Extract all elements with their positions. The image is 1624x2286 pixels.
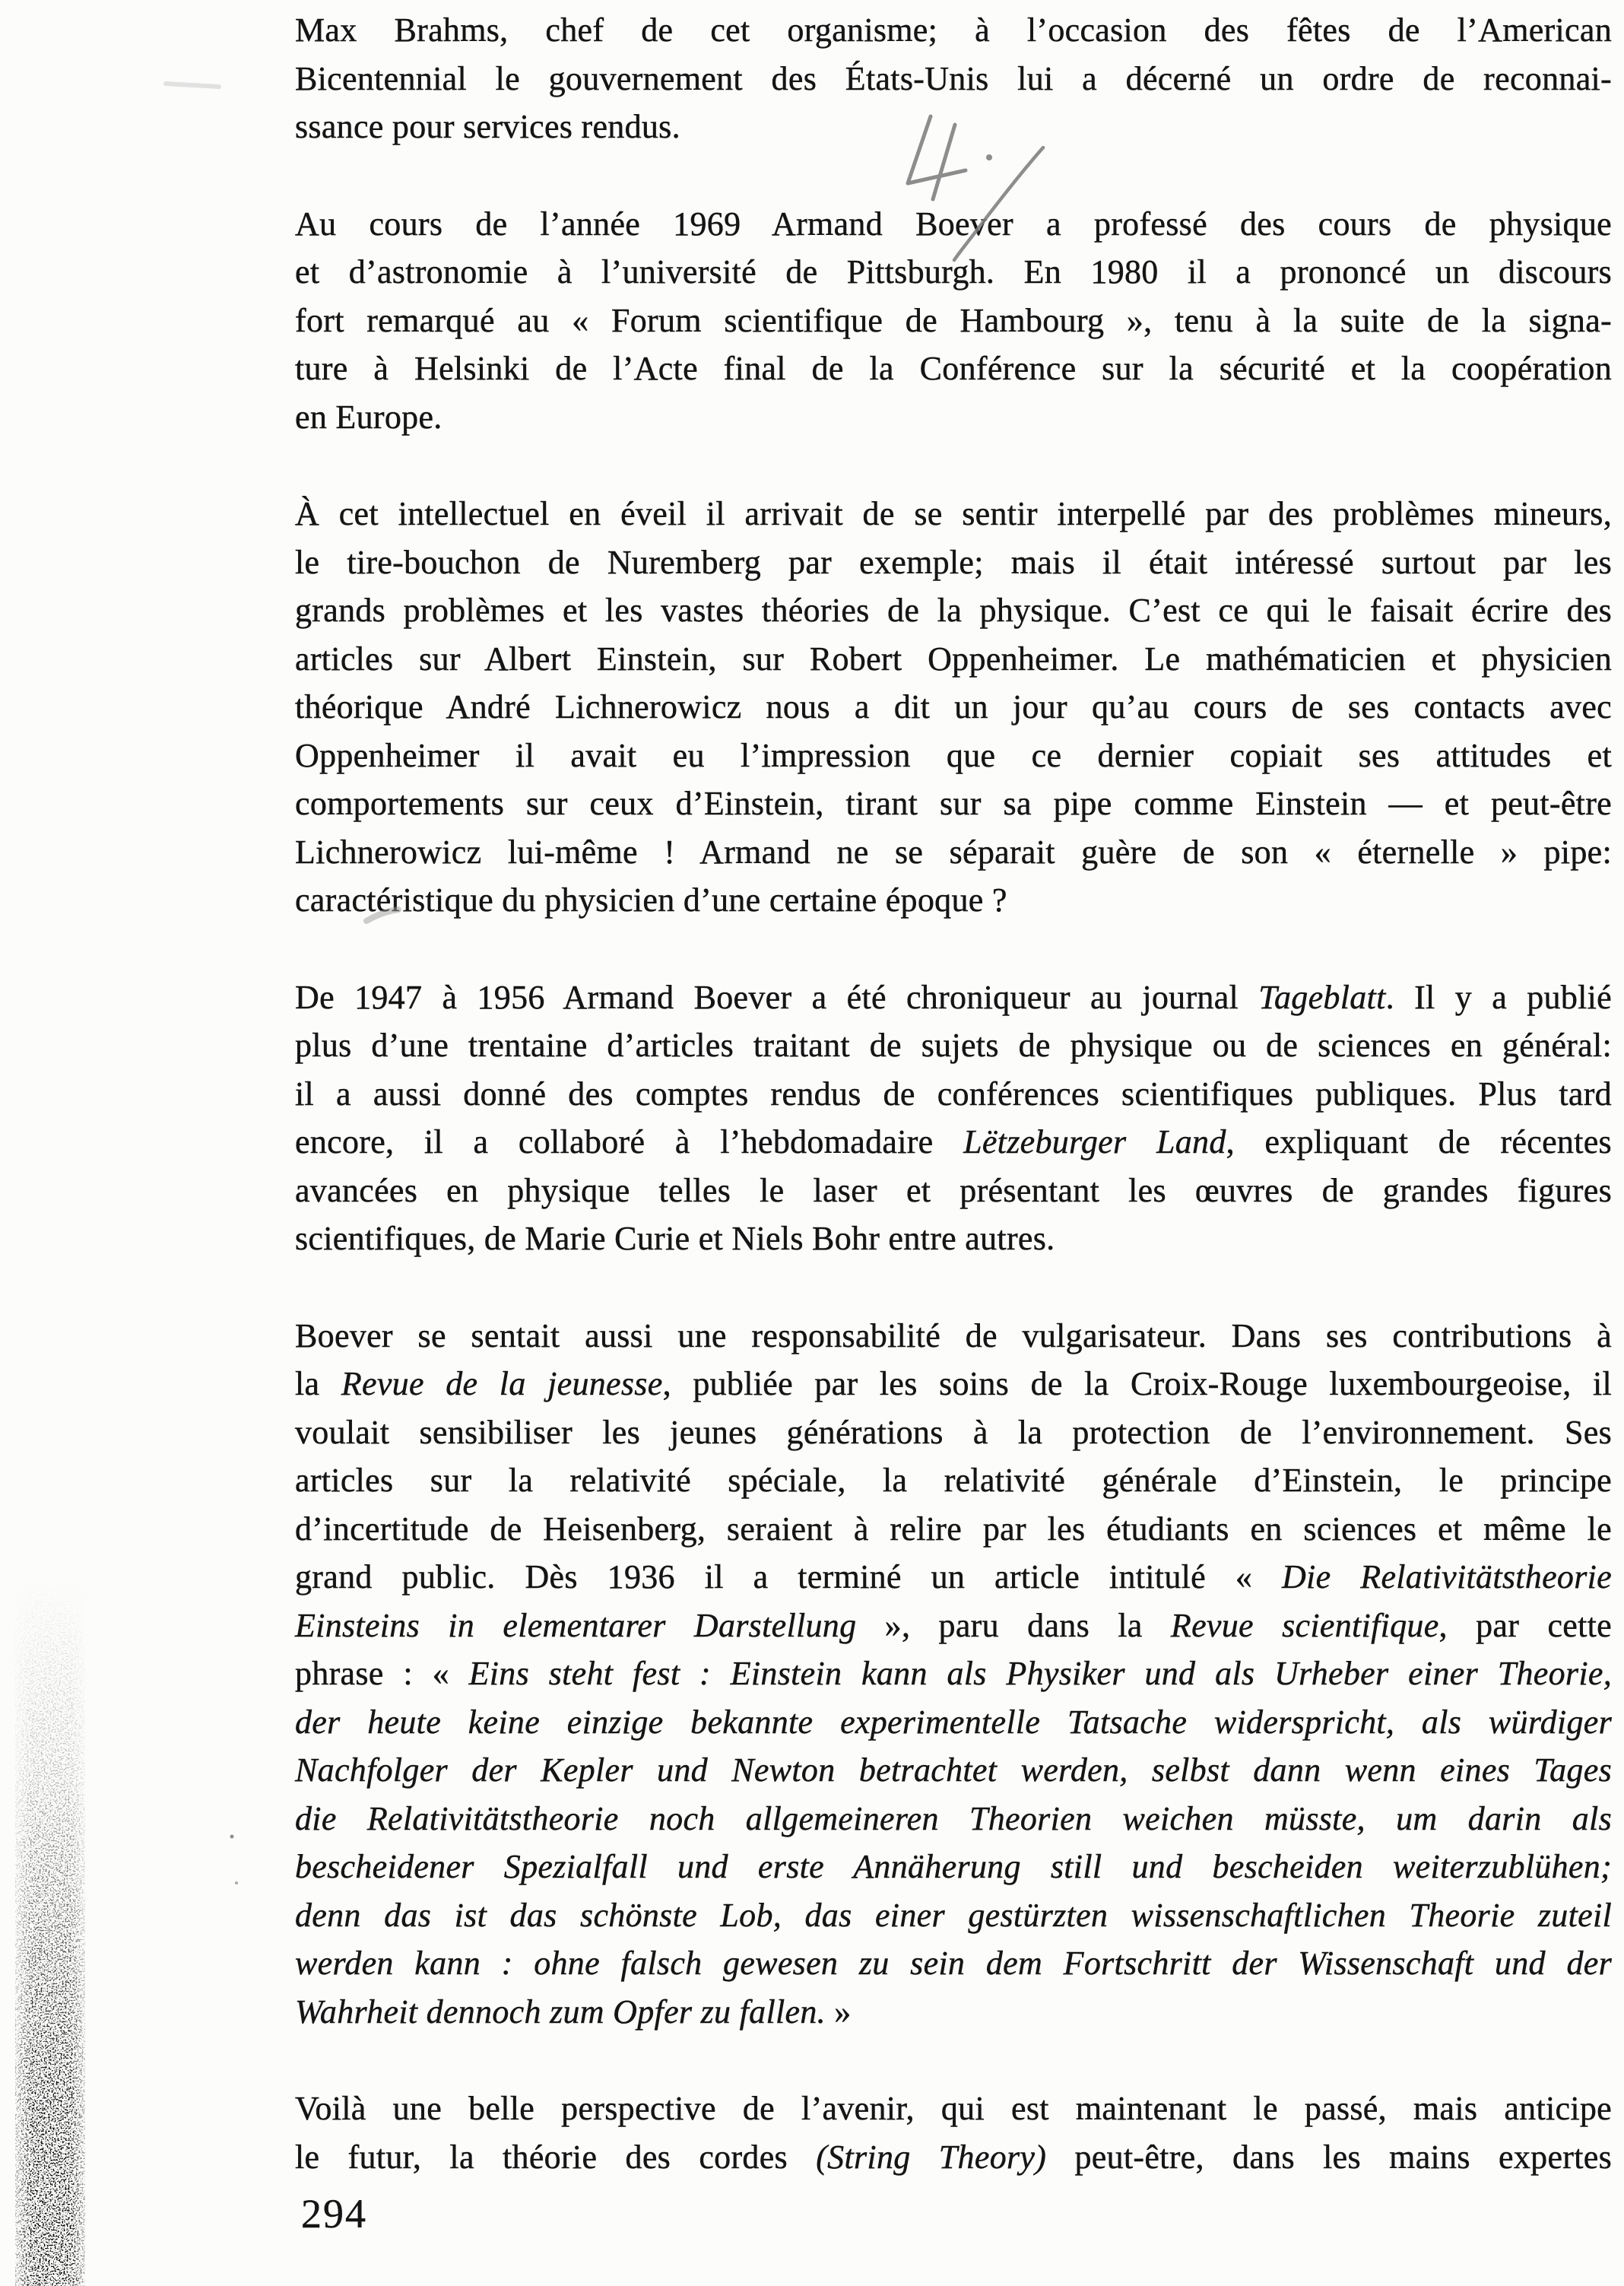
- body-text: », paru dans la: [856, 1606, 1171, 1644]
- body-text: voulait sensibiliser les jeunes générations à la protection de l’environnement. Ses: [295, 1413, 1612, 1451]
- body-text: ture à Helsinki de l’Acte final de la Conférence sur la sécurité et la coopération: [295, 350, 1612, 387]
- text-line: [295, 2084, 1612, 2133]
- italic-text: Einsteins in elementarer Darstellung: [295, 1606, 857, 1644]
- body-text: il a aussi donné des comptes rendus de conférences scientifiques publiques. Plus tard: [295, 1075, 1612, 1113]
- text-line: [295, 490, 1612, 538]
- body-text: Bicentennial le gouvernement des États-Unis lui a décerné un ordre de reconnai-: [295, 59, 1612, 97]
- text-line: [295, 1360, 1612, 1408]
- body-text: en Europe.: [295, 398, 442, 436]
- text-line: [295, 1746, 1612, 1795]
- ink-dot: [230, 1835, 234, 1839]
- body-text: grand public. Dès 1936 il a terminé un article intitulé «: [295, 1558, 1282, 1595]
- text-line: [295, 1891, 1612, 1940]
- paragraph: [295, 6, 1612, 151]
- italic-text: Revue scientifique: [1170, 1606, 1439, 1644]
- text-line: [295, 1312, 1612, 1360]
- text-line: [295, 55, 1612, 103]
- text-line: [295, 1698, 1612, 1747]
- text-line: [295, 1843, 1612, 1891]
- body-text: Boever se sentait aussi une responsabilité de vulgarisateur. Dans ses contributions à: [295, 1316, 1612, 1354]
- body-text: peut-être, dans les mains expertes: [1046, 2138, 1613, 2176]
- body-text: Voilà une belle perspective de l’avenir, qui est maintenant le passé, mais anticipe: [295, 2090, 1612, 2127]
- italic-text: Wahrheit dennoch zum Opfer zu fallen.: [295, 1992, 826, 2030]
- text-line: [295, 2133, 1612, 2182]
- text-line: [295, 1214, 1612, 1263]
- text-line: [295, 344, 1612, 393]
- body-text: articles sur la relativité spéciale, la relativité générale d’Einstein, le principe: [295, 1462, 1612, 1499]
- italic-text: bescheidener Spezialfall und erste Annäherung still und bescheiden weiterzublühen;: [295, 1848, 1612, 1885]
- italic-text: Revue de la jeunesse: [341, 1365, 663, 1402]
- body-text: De 1947 à 1956 Armand Boever a été chroniqueur au journal: [295, 978, 1259, 1016]
- paragraph: [295, 200, 1612, 442]
- text-line: [295, 200, 1612, 249]
- text-line: [295, 538, 1612, 587]
- text-line: [295, 1939, 1612, 1988]
- body-text: , publiée par les soins de la Croix-Rouge luxembourgeoise, il: [662, 1365, 1613, 1402]
- text-line: [295, 1988, 1612, 2037]
- italic-text: die Relativitätstheorie noch allgemeineren Theorien weichen müsste, um darin als: [295, 1799, 1612, 1837]
- body-text: »: [825, 1992, 852, 2030]
- text-line: [295, 1649, 1612, 1698]
- text-line: [295, 876, 1612, 925]
- text-line: [295, 1553, 1612, 1602]
- body-text: , expliquant de récentes: [1226, 1123, 1612, 1160]
- body-text: ssance pour services rendus.: [295, 108, 680, 145]
- italic-text: Lëtzeburger Land: [963, 1123, 1226, 1160]
- italic-text: Nachfolger der Kepler und Newton betrachtet werden, selbst dann wenn eines Tages: [295, 1751, 1612, 1789]
- body-text: grands problèmes et les vastes théories de la physique. C’est ce qui le faisait écrire des: [295, 592, 1612, 629]
- italic-text: Eins steht fest : Einstein kann als Physiker und als Urheber einer Theorie,: [468, 1655, 1613, 1692]
- paragraph: [295, 1312, 1612, 2037]
- paragraph: [295, 2084, 1612, 2181]
- text-line: [295, 1070, 1612, 1119]
- body-text: théorique André Lichnerowicz nous a dit un jour qu’au cours de ses contacts avec: [295, 688, 1612, 725]
- body-text: avancées en physique telles le laser et présentant les œuvres de grandes figures: [295, 1171, 1612, 1209]
- text-line: [295, 1408, 1612, 1457]
- text-line: [295, 1118, 1612, 1167]
- italic-text: werden kann : ohne falsch gewesen zu sein dem Fortschritt der Wissenschaft und der: [295, 1945, 1612, 1982]
- body-text: le tire-bouchon de Nuremberg par exemple; mais il était intéressé surtout par les: [295, 543, 1612, 581]
- text-line: [295, 1505, 1612, 1554]
- italic-text: (String Theory): [816, 2138, 1047, 2176]
- body-text: encore, il a collaboré à l’hebdomadaire: [295, 1123, 964, 1160]
- text-line: [295, 1602, 1612, 1650]
- text-line: [295, 393, 1612, 442]
- body-text: Max Brahms, chef de cet organisme; à l’occasion des fêtes de l’American: [295, 11, 1612, 49]
- body-text: À cet intellectuel en éveil il arrivait de se sentir interpellé par des problèmes mineurs,: [295, 495, 1612, 532]
- body-text: fort remarqué au « Forum scientifique de Hambourg », tenu à la suite de la signa-: [295, 301, 1612, 339]
- page-number: 294: [301, 2191, 367, 2237]
- body-text: phrase : «: [295, 1655, 469, 1692]
- body-text: Oppenheimer il avait eu l’impression que ce dernier copiait ses attitudes et: [295, 736, 1612, 774]
- scan-artifact-dash: [166, 84, 219, 87]
- italic-text: Die Relativitätstheorie: [1281, 1558, 1613, 1595]
- text-line: [295, 732, 1612, 780]
- italic-text: Tageblatt: [1258, 978, 1386, 1016]
- paragraph: [295, 973, 1612, 1263]
- paragraph: [295, 490, 1612, 925]
- body-text: , par cette: [1438, 1606, 1612, 1644]
- text-line: [295, 6, 1612, 55]
- text-line: [295, 1795, 1612, 1843]
- italic-text: denn das ist das schönste Lob, das einer gestürzten wissenschaftlichen Theorie zuteil: [295, 1896, 1612, 1934]
- body-text: la: [295, 1365, 341, 1402]
- text-line: [295, 683, 1612, 732]
- body-text: scientifiques, de Marie Curie et Niels Bohr entre autres.: [295, 1220, 1055, 1257]
- text-line: [295, 973, 1612, 1022]
- text-line: [295, 1167, 1612, 1215]
- text-line: [295, 248, 1612, 297]
- body-text: Lichnerowicz lui-même ! Armand ne se séparait guère de son « éternelle » pipe:: [295, 833, 1612, 871]
- text-line: [295, 586, 1612, 635]
- body-text: plus d’une trentaine d’articles traitant de sujets de physique ou de sciences en général:: [295, 1027, 1612, 1064]
- text-line: [295, 1021, 1612, 1070]
- text-line: [295, 297, 1612, 345]
- body-text: comportements sur ceux d’Einstein, tirant sur sa pipe comme Einstein — et peut-être: [295, 785, 1612, 822]
- ink-dot: [235, 1881, 238, 1884]
- text-line: [295, 1456, 1612, 1505]
- body-text: . Il y a publié: [1385, 978, 1613, 1016]
- italic-text: der heute keine einzige bekannte experimentelle Tatsache widerspricht, als würdiger: [295, 1703, 1612, 1741]
- text-line: [295, 779, 1612, 828]
- body-text: d’incertitude de Heisenberg, seraient à relire par les étudiants en sciences et même le: [295, 1510, 1612, 1548]
- page-text: [295, 6, 1612, 2181]
- body-text: le futur, la théorie des cordes: [295, 2138, 817, 2176]
- body-text: Au cours de l’année 1969 Armand Boever a professé des cours de physique: [295, 205, 1612, 243]
- body-text: articles sur Albert Einstein, sur Robert Oppenheimer. Le mathématicien et physicien: [295, 640, 1612, 678]
- body-text: caractéristique du physicien d’une certaine époque ?: [295, 881, 1007, 919]
- text-line: [295, 635, 1612, 684]
- text-line: [295, 828, 1612, 877]
- body-text: et d’astronomie à l’université de Pittsburgh. En 1980 il a prononcé un discours: [295, 253, 1612, 291]
- text-line: [295, 103, 1612, 151]
- scan-noise-left-edge: [5, 1582, 96, 2286]
